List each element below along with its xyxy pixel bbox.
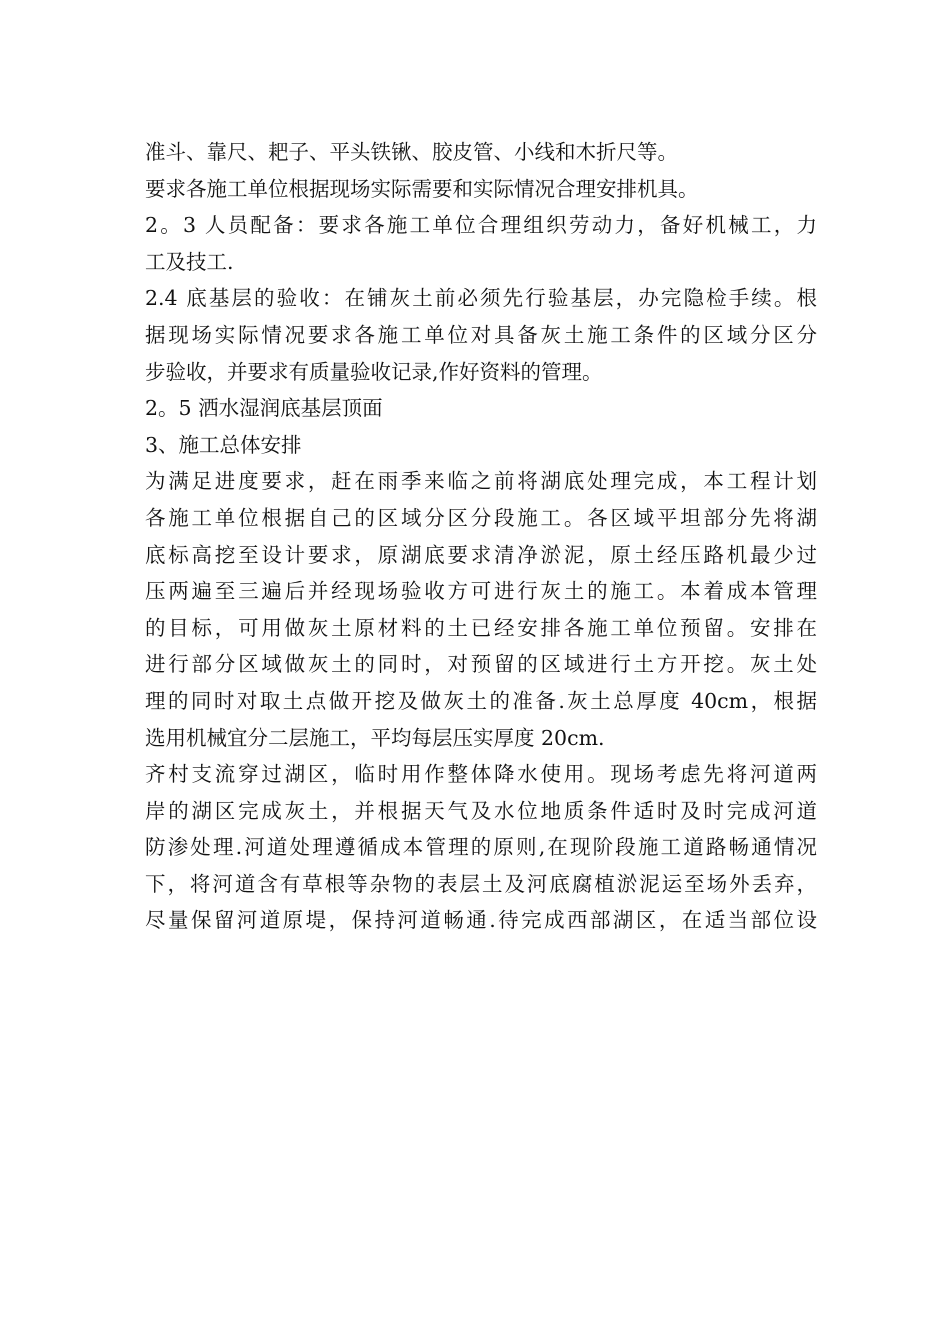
text-line-4: 工及技工. — [145, 249, 234, 274]
text-line-2: 要求各施工单位根据现场实际需要和实际情况合理安排机具。 — [145, 176, 699, 201]
text-line-20: 防渗处理.河道处理遵循成本管理的原则,在现阶段施工道路畅通情况 — [145, 835, 817, 860]
text-line-7: 步验收，并要求有质量验收记录,作好资料的管理。 — [145, 359, 603, 384]
text-line-18: 齐村支流穿过湖区，临时用作整体降水使用。现场考虑先将河道两 — [145, 762, 817, 787]
text-line-21: 下，将河道含有草根等杂物的表层土及河底腐植淤泥运至场外丢弃， — [145, 871, 817, 896]
text-line-17: 选用机械宜分二层施工，平均每层压实厚度 20cm. — [145, 725, 605, 750]
text-line-13: 压两遍至三遍后并经现场验收方可进行灰土的施工。本着成本管理 — [145, 579, 817, 604]
text-line-5: 2.4 底基层的验收：在铺灰土前必须先行验基层，办完隐检手续。根 — [145, 286, 817, 311]
text-line-8: 2。5 洒水湿润底基层顶面 — [145, 396, 383, 421]
text-line-12: 底标高挖至设计要求，原湖底要求清净淤泥，原土经压路机最少过 — [145, 542, 817, 567]
text-line-16: 理的同时对取土点做开挖及做灰土的准备.灰土总厚度 40cm，根据 — [145, 688, 817, 713]
text-line-14: 的目标，可用做灰土原材料的土已经安排各施工单位预留。安排在 — [145, 615, 817, 640]
text-line-9: 3、施工总体安排 — [145, 432, 302, 457]
text-line-3: 2。3 人员配备：要求各施工单位合理组织劳动力，备好机械工，力 — [145, 213, 817, 238]
text-line-11: 各施工单位根据自己的区域分区分段施工。各区域平坦部分先将湖 — [145, 505, 817, 530]
text-line-15: 进行部分区域做灰土的同时，对预留的区域进行土方开挖。灰土处 — [145, 652, 817, 677]
text-line-6: 据现场实际情况要求各施工单位对具备灰土施工条件的区域分区分 — [145, 322, 817, 347]
text-line-22: 尽量保留河道原堤，保持河道畅通.待完成西部湖区，在适当部位设 — [145, 908, 817, 933]
text-line-1: 准斗、靠尺、耙子、平头铁锹、胶皮管、小线和木折尺等。 — [145, 140, 678, 164]
body-text — [145, 134, 817, 939]
text-line-19: 岸的湖区完成灰土，并根据天气及水位地质条件适时及时完成河道 — [145, 798, 817, 823]
text-line-10: 为满足进度要求，赶在雨季来临之前将湖底处理完成，本工程计划 — [145, 469, 817, 494]
